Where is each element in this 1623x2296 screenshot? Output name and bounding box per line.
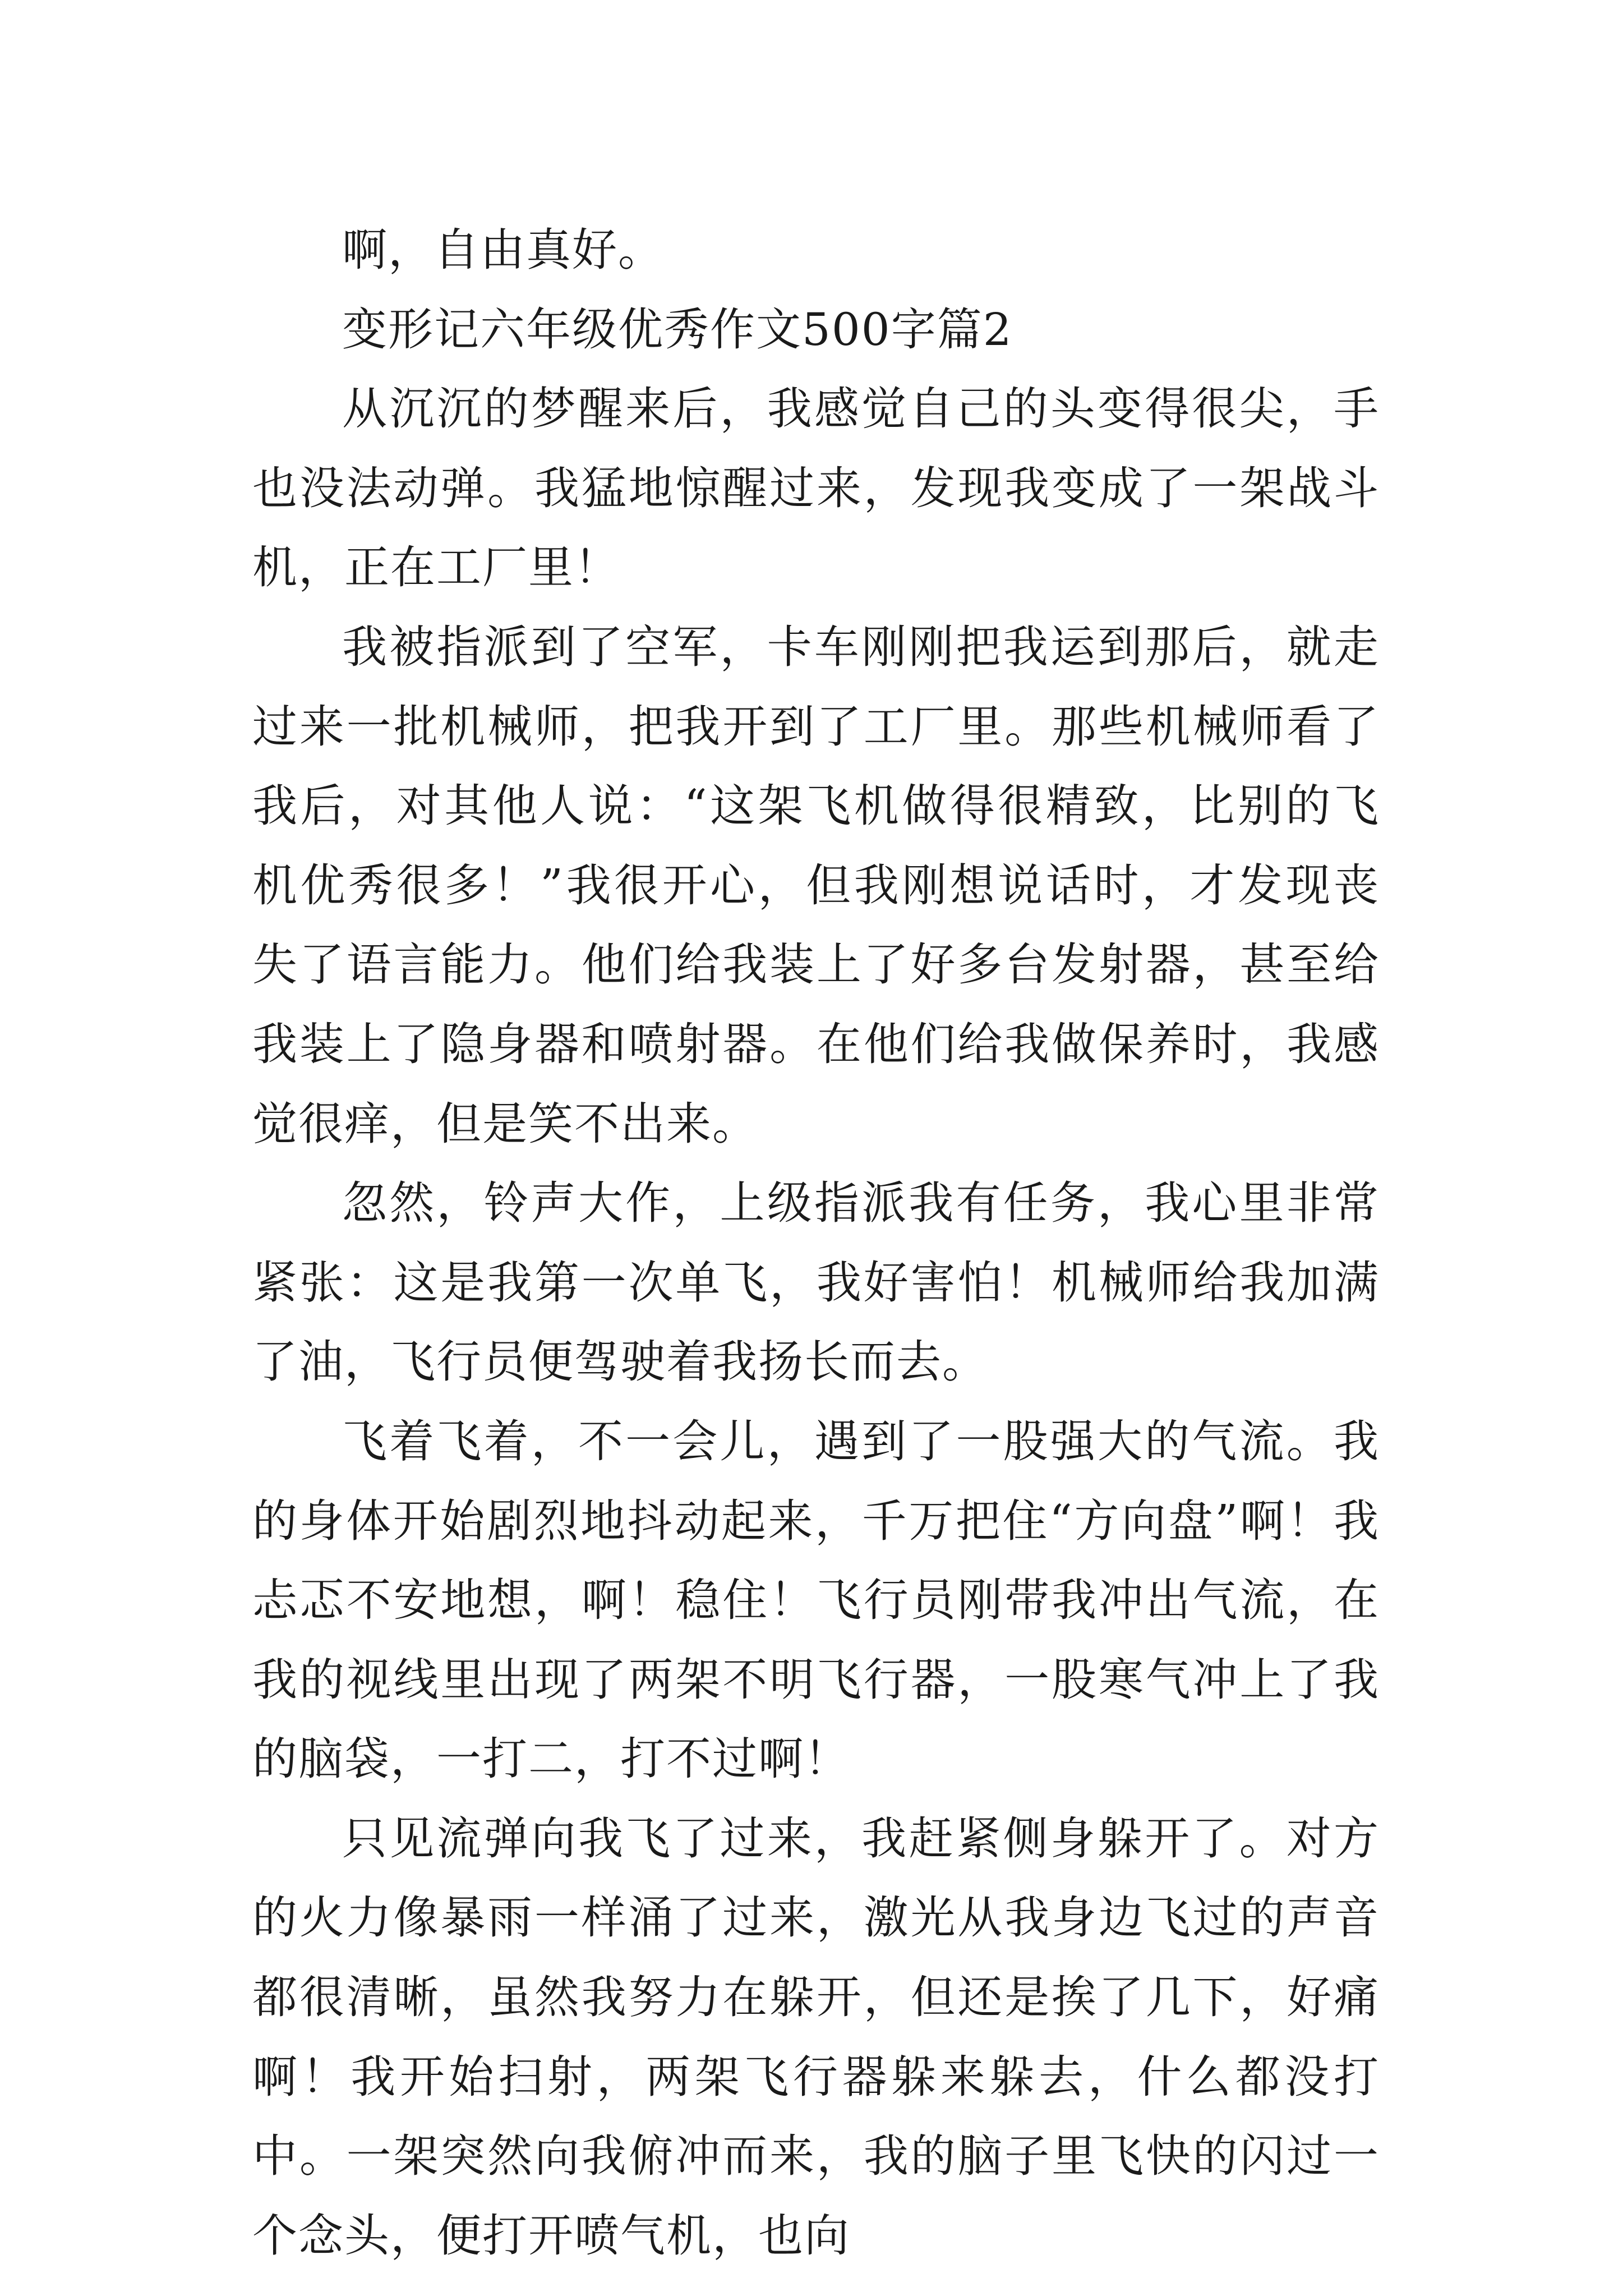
paragraph: 忽然，铃声大作，上级指派我有任务，我心里非常紧张：这是我第一次单飞，我好害怕！机械师给我加满了油，飞行员便驾驶着我扬长而去。 — [252, 1177, 1380, 1388]
paragraph: 只见流弹向我飞了过来，我赶紧侧身躲开了。对方的火力像暴雨一样涌了过来，激光从我身边飞过的声音都很清晰，虽然我努力在躲开，但还是挨了几下，好痛啊！我开始扫射，两架飞行器躲来躲去，什么都没打中。一架突然向我俯冲而来，我的脑子里飞快的闪过一个念头，便打开喷气机，也向 — [252, 1812, 1380, 2262]
paragraph: 从沉沉的梦醒来后，我感觉自己的头变得很尖，手也没法动弹。我猛地惊醒过来，发现我变成了一架战斗机，正在工厂里！ — [252, 383, 1380, 594]
paragraph: 我被指派到了空军，卡车刚刚把我运到那后，就走过来一批机械师，把我开到了工厂里。那些机械师看了我后，对其他人说：“这架飞机做得很精致，比别的飞机优秀很多！”我很开心，但我刚想说话时，才发现丧失了语言能力。他们给我装上了好多台发射器，甚至给我装上了隐身器和喷射器。在他们给我做保养时，我感觉很痒，但是笑不出来。 — [252, 620, 1380, 1150]
document-body — [252, 210, 1380, 2275]
paragraph: 飞着飞着，不一会儿，遇到了一股强大的气流。我的身体开始剧烈地抖动起来，千万把住“方向盘”啊！我忐忑不安地想，啊！稳住！飞行员刚带我冲出气流，在我的视线里出现了两架不明飞行器，一股寒气冲上了我的脑袋，一打二，打不过啊！ — [252, 1415, 1380, 1786]
essay-heading: 变形记六年级优秀作文500字篇2 — [342, 303, 1013, 356]
paragraph-closing-line: 啊，自由真好。 — [342, 224, 664, 276]
